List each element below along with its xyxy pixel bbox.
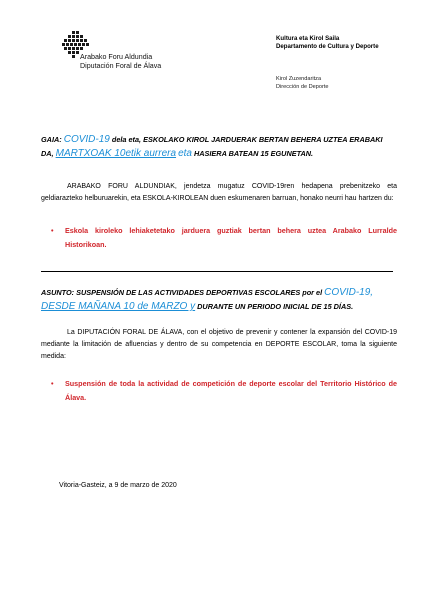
gaia-text: dela eta, ESKOLAKO KIROL JARDUERAK BERTAN BEHERA UZTEA ERABAKI DA, bbox=[41, 135, 383, 158]
basque-paragraph: ARABAKO FORU ALDUNDIAK, jendetza mugatuz COVID-19ren hedapena prebenitzeko eta geldiarazteko helburuarekin, eta ESKOLA-KIROLEAN duen eskumenaren barruan, honako neurri hau hartzen du: bbox=[41, 183, 397, 202]
covid-highlight: COVID-19 bbox=[63, 134, 110, 145]
asunto-date: DESDE MAÑANA 10 de MARZO y bbox=[41, 301, 196, 312]
spanish-paragraph: La DIPUTACIÓN FORAL DE ÁLAVA, con el objetivo de prevenir y contener la expansión del COVID-19 mediante la limitación de afluencias y dentro de su competencia en DEPORTE ESCOLAR, toma la siguiente medida: bbox=[41, 329, 397, 360]
logo-line-basque: Arabako Foru Aldundia bbox=[80, 53, 153, 61]
date-line: Vitoria-Gasteiz, a 9 de marzo de 2020 bbox=[59, 482, 177, 489]
gaia-text-end: HASIERA BATEAN 15 EGUNETAN. bbox=[194, 149, 314, 158]
direction-spanish: Dirección de Deporte bbox=[276, 84, 329, 90]
asunto-label: ASUNTO: bbox=[41, 288, 75, 297]
direction-block bbox=[276, 75, 329, 91]
asunto-subject bbox=[41, 286, 399, 314]
department-basque: Kultura eta Kirol Saila bbox=[276, 35, 340, 42]
gaia-subject bbox=[41, 133, 397, 161]
logo-line-spanish: Diputación Foral de Álava bbox=[80, 62, 162, 70]
basque-measure bbox=[51, 224, 397, 251]
asunto-text: SUSPENSIÓN DE LAS ACTIVIDADES DEPORTIVAS ESCOLARES bbox=[76, 288, 301, 297]
spanish-measure bbox=[51, 377, 397, 404]
basque-measure-text: Eskola kiroleko lehiaketetako jarduera guztiak bertan behera uztea Arabako Lurralde Historikoan. bbox=[65, 226, 397, 249]
asunto-text-end: DURANTE UN PERIODO INICIAL DE 15 DÍAS. bbox=[197, 302, 354, 311]
covid-highlight-es: COVID-19, bbox=[324, 287, 374, 298]
gaia-date: MARTXOAK 10etik aurrera bbox=[55, 148, 177, 159]
department-block bbox=[276, 35, 379, 51]
bullet-dot-icon: • bbox=[51, 379, 54, 388]
bullet-dot-icon: • bbox=[51, 226, 54, 235]
department-spanish: Departamento de Cultura y Deporte bbox=[276, 43, 379, 50]
gaia-eta: eta bbox=[178, 148, 192, 159]
gaia-label: GAIA: bbox=[41, 135, 62, 144]
asunto-por: por el bbox=[302, 288, 323, 297]
direction-basque: Kirol Zuzendaritza bbox=[276, 76, 322, 82]
section-divider bbox=[41, 271, 393, 272]
spanish-measure-text: Suspensión de toda la actividad de competición de deporte escolar del Territorio Histórico de Álava. bbox=[65, 379, 397, 402]
logo-text bbox=[80, 53, 161, 71]
